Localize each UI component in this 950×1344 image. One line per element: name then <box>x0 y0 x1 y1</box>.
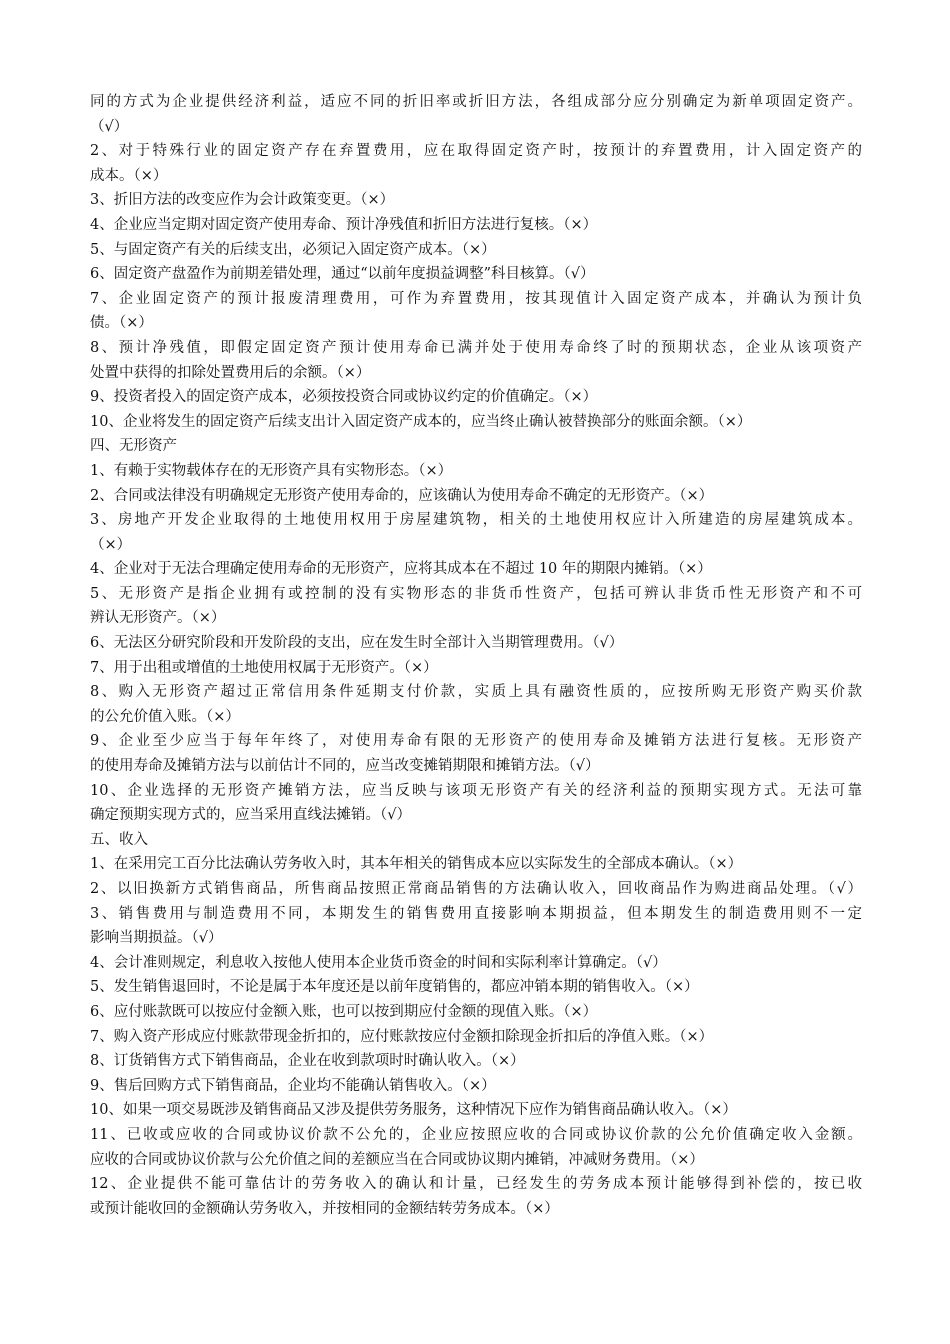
text-line: 5、与固定资产有关的后续支出，必须记入固定资产成本。（×） <box>90 241 496 258</box>
text-line: 五、收入 <box>90 831 148 848</box>
text-line: 5、发生销售退回时，不论是属于本年度还是以前年度销售的，都应冲销本期的销售收入。（×） <box>90 979 699 996</box>
text-line: 11、已收或应收的合同或协议价款不公允的，企业应按照应收的合同或协议价款的公允价值确定收入金额。 <box>90 1126 862 1143</box>
text-line: 处置中获得的扣除处置费用后的余额。（×） <box>90 364 371 381</box>
text-line: 9、投资者投入的固定资产成本，必须按投资合同或协议约定的价值确定。（×） <box>90 389 598 406</box>
text-line: 1、有赖于实物载体存在的无形资产具有实物形态。（×） <box>90 462 453 479</box>
text-line: 6、应付账款既可以按应付金额入账，也可以按到期应付金额的现值入账。（×） <box>90 1003 598 1020</box>
text-line: 成本。（×） <box>90 167 168 184</box>
text-line: 3、房地产开发企业取得的土地使用权用于房屋建筑物，相关的土地使用权应计入所建造的房屋建筑成本。 <box>90 512 862 529</box>
text-line: 8、订货销售方式下销售商品，企业在收到款项时时确认收入。（×） <box>90 1053 525 1070</box>
text-line: 12、企业提供不能可靠估计的劳务收入的确认和计量，已经发生的劳务成本预计能够得到补偿的，按已收 <box>90 1176 862 1193</box>
text-line: 8、预计净残值，即假定固定资产预计使用寿命已满并处于使用寿命终了时的预期状态，企业从该项资产 <box>90 339 862 356</box>
text-line: 四、无形资产 <box>90 438 177 455</box>
text-line: 9、售后回购方式下销售商品，企业均不能确认销售收入。（×） <box>90 1077 496 1094</box>
text-line: 10、企业将发生的固定资产后续支出计入固定资产成本的，应当终止确认被替换部分的账面余额。（×） <box>90 413 752 430</box>
text-line: 8、购入无形资产超过正常信用条件延期支付价款，实质上具有融资性质的，应按所购无形资产购买价款 <box>90 684 862 701</box>
text-line: 6、固定资产盘盈作为前期差错处理，通过“以前年度损益调整”科目核算。（√） <box>90 266 595 283</box>
text-line: 4、企业应当定期对固定资产使用寿命、预计净残值和折旧方法进行复核。（×） <box>90 216 598 233</box>
text-line: 应收的合同或协议价款与公允价值之间的差额应当在合同或协议期内摊销，冲减财务费用。（×） <box>90 1151 704 1168</box>
text-line: 确定预期实现方式的，应当采用直线法摊销。（√） <box>90 807 411 824</box>
text-line: 的公允价值入账。（×） <box>90 708 240 725</box>
text-line: 3、折旧方法的改变应作为会计政策变更。（×） <box>90 192 395 209</box>
text-line: 影响当期损益。（√） <box>90 930 223 947</box>
text-line: （×） <box>90 536 132 553</box>
text-line: 4、会计准则规定，利息收入按他人使用本企业货币资金的时间和实际利率计算确定。（√） <box>90 954 667 971</box>
text-line: 3、销售费用与制造费用不同，本期发生的销售费用直接影响本期损益，但本期发生的制造费用则不一定 <box>90 905 862 922</box>
text-line: 10、企业选择的无形资产摊销方法，应当反映与该项无形资产有关的经济利益的预期实现方式。无法可靠 <box>90 782 862 799</box>
text-line: 9、企业至少应当于每年年终了，对使用寿命有限的无形资产的使用寿命及摊销方法进行复核。无形资产 <box>90 733 862 750</box>
text-line: 10、如果一项交易既涉及销售商品又涉及提供劳务服务，这种情况下应作为销售商品确认收入。（×） <box>90 1102 737 1119</box>
text-line: 的使用寿命及摊销方法与以前估计不同的，应当改变摊销期限和摊销方法。（√） <box>90 758 600 775</box>
text-line: 2、对于特殊行业的固定资产存在弃置费用，应在取得固定资产时，按预计的弃置费用，计入固定资产的 <box>90 143 862 160</box>
text-line: 7、用于出租或增值的土地使用权属于无形资产。（×） <box>90 659 438 676</box>
text-line: （√） <box>90 118 129 135</box>
text-line: 7、购入资产形成应付账款带现金折扣的，应付账款按应付金额扣除现金折扣后的净值入账。（×） <box>90 1028 714 1045</box>
text-line: 6、无法区分研究阶段和开发阶段的支出，应在发生时全部计入当期管理费用。（√） <box>90 635 624 652</box>
text-line: 2、合同或法律没有明确规定无形资产使用寿命的，应该确认为使用寿命不确定的无形资产。（×） <box>90 487 714 504</box>
text-line: 5、无形资产是指企业拥有或控制的没有实物形态的非货币性资产，包括可辨认非货币性无形资产和不可 <box>90 585 862 602</box>
text-line: 7、企业固定资产的预计报废清理费用，可作为弃置费用，按其现值计入固定资产成本，并确认为预计负 <box>90 290 862 307</box>
text-line: 4、企业对于无法合理确定使用寿命的无形资产，应将其成本在不超过 10 年的期限内摊销。（×） <box>90 561 712 578</box>
text-line: 1、在采用完工百分比法确认劳务收入时，其本年相关的销售成本应以实际发生的全部成本确认。（×） <box>90 856 743 873</box>
text-line: 债。（×） <box>90 315 153 332</box>
text-line: 同的方式为企业提供经济利益，适应不同的折旧率或折旧方法，各组成部分应分别确定为新单项固定资产。 <box>90 94 862 110</box>
text-line: 2、以旧换新方式销售商品，所售商品按照正常商品销售的方法确认收入，回收商品作为购进商品处理。（√） <box>90 881 862 897</box>
text-line: 辨认无形资产。（×） <box>90 610 226 627</box>
text-line: 或预计能收回的金额确认劳务收入，并按相同的金额结转劳务成本。（×） <box>90 1200 559 1217</box>
